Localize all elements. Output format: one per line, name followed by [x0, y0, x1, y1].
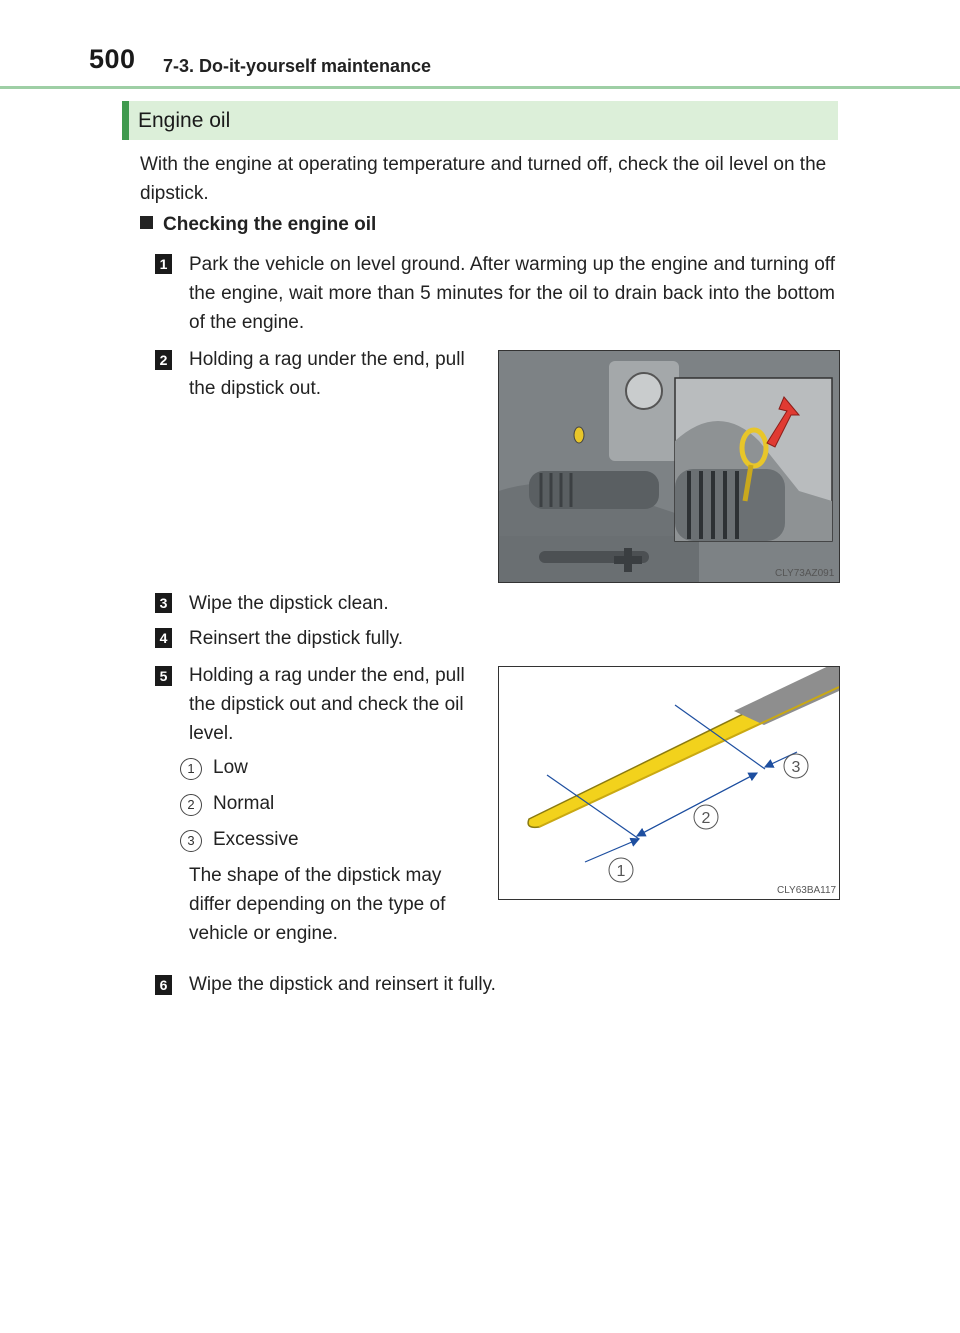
figure-code-2: CLY63BA117	[777, 885, 837, 896]
section-reference: 7-3. Do-it-yourself maintenance	[163, 56, 432, 76]
level-number-2: 2	[180, 794, 202, 816]
section-title: Engine oil	[138, 109, 231, 132]
step-number-1: 1	[155, 254, 172, 274]
step-text-4: Reinsert the dipstick fully.	[189, 628, 404, 649]
subheading-text: Checking the engine oil	[163, 214, 377, 235]
figure-code-1: CLY73AZ091	[775, 568, 835, 579]
step-number-4: 4	[155, 628, 172, 648]
dipstick-level-illustration	[498, 666, 840, 900]
square-bullet-icon	[140, 216, 153, 229]
section-title-bar	[122, 101, 838, 140]
callout-3: 3	[791, 759, 801, 776]
step-text-1: Park the vehicle on level ground. After warming up the engine and turning off the engine, wait more than 5 minutes for the oil to drain back into the bottom of the engine.	[189, 254, 835, 333]
engine-bay-drawing	[499, 351, 839, 582]
level-number-3: 3	[180, 830, 202, 852]
step-number-3: 3	[155, 593, 172, 613]
callout-2: 2	[701, 810, 711, 827]
callout-1: 1	[616, 863, 626, 880]
section-accent	[122, 101, 129, 140]
step-number-2: 2	[155, 350, 172, 370]
level-number-1: 1	[180, 758, 202, 780]
subheading	[140, 214, 376, 236]
level-label-low: Low	[213, 757, 248, 778]
step-text-3: Wipe the dipstick clean.	[189, 593, 389, 614]
level-label-normal: Normal	[213, 793, 275, 814]
dipstick-drawing	[499, 667, 839, 899]
step-text-2: Holding a rag under the end, pull the dipstick out.	[189, 349, 465, 399]
header-divider	[0, 86, 960, 89]
step-number-5: 5	[155, 666, 172, 686]
engine-bay-illustration	[498, 350, 840, 583]
step-text-6: Wipe the dipstick and reinsert it fully.	[189, 974, 496, 995]
dipstick-note: The shape of the dipstick may differ depending on the type of vehicle or engine.	[189, 865, 446, 944]
step-text-5: Holding a rag under the end, pull the dipstick out and check the oil level.	[189, 665, 465, 744]
page-number: 500	[89, 44, 136, 74]
intro-paragraph: With the engine at operating temperature and turned off, check the oil level on the dipstick.	[140, 154, 827, 204]
level-label-excessive: Excessive	[213, 829, 299, 850]
step-number-6: 6	[155, 975, 172, 995]
